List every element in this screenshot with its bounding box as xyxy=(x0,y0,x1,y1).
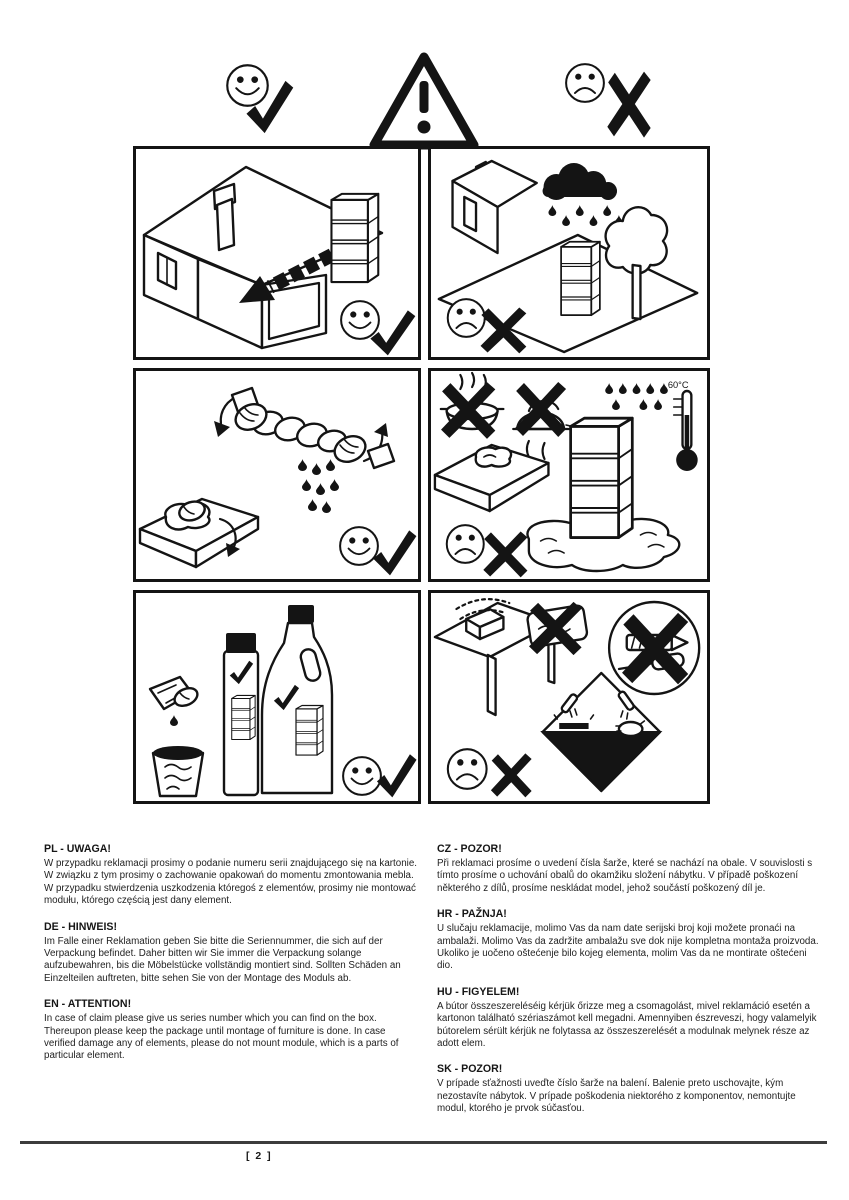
notice-hr xyxy=(437,908,823,973)
notice-heading: HU - FIGYELEM! xyxy=(437,985,520,998)
panel-store-indoors-ok xyxy=(133,146,421,360)
notice-body: V prípade sťažnosti uveďte číslo šarže na balení. Balenie preto uschovajte, kým nezostavíte nábytok. V prípade poškodenia niektorého z komponentov, nemontujte modul, ktorého je prvok súčasťou. xyxy=(437,1078,796,1115)
frowny-icon xyxy=(448,299,485,337)
cleaner-bottle-icon xyxy=(262,605,332,793)
panel-avoid-heat-and-water xyxy=(428,368,710,582)
header-icons xyxy=(0,50,849,152)
panel-approved-cleaners-ok xyxy=(133,590,421,804)
pouring-sachet-icon xyxy=(150,677,200,726)
notice-en xyxy=(44,998,418,1063)
house-icon xyxy=(453,161,537,253)
table-with-cloth-icon xyxy=(435,445,549,511)
panel-clean-damp-cloth-ok xyxy=(133,368,421,582)
notice-sk xyxy=(437,1063,823,1115)
notice-heading: HR - PAŽNJA! xyxy=(437,908,507,921)
notice-hu xyxy=(437,986,823,1051)
wringing-cloth-icon xyxy=(214,388,394,513)
notice-cz xyxy=(437,843,823,895)
notice-body: U slučaju reklamacije, molimo Vas da nam date serijski broj koji možete pronaći na ambalaži. Molimo Vas da zadržite ambalažu sve dok nije kompletna montaža proizvoda. Ukoliko je uočeno oštećenje bilo kojeg elementa, molim Vas da ne montirate oštećeni dio. xyxy=(437,923,819,972)
notice-body: Im Falle einer Reklamation geben Sie bitte die Seriennummer, die sich auf der Verpackung befindet. Daher bitten wir Sie immer die Verpackung solange aufzubewahren, bis die Möbelstücke vollständig montiert sind. Sollten Schäden an Einzelteilen auftreten, bitte sehen Sie von der Montage des Moduls ab. xyxy=(44,935,401,984)
smiley-check-icon xyxy=(227,65,293,133)
notice-body: A bútor összeszereléséig kérjük őrizze meg a csomagolást, mivel reklamáció esetén a kartonon található szériaszámot kell megadni. Amennyiben észreveszi, hogy valamelyik bútorelem sérült kérjük ne folytassa az összeszerelését a modulnak melynek része az adott elem. xyxy=(437,1000,817,1050)
bookcase-icon xyxy=(331,194,378,282)
rain-cloud-icon xyxy=(543,163,623,226)
spray-can-icon xyxy=(224,633,258,795)
panel-store-outdoors-forbidden xyxy=(428,146,710,360)
x-icon xyxy=(491,753,532,797)
notices-right-column xyxy=(437,843,823,1129)
waste-cup-icon xyxy=(153,746,203,796)
frowny-icon xyxy=(448,749,487,789)
notice-body: Při reklamaci prosíme o uvedení čísla šarže, které se nachází na obale. V souvislosti s tímto prosíme o uchování obalů do okamžiku složení nábytku. V případě poškození některého z dílů, prosíme neskládat model, jehož součástí poškozený díl je. xyxy=(437,858,813,894)
sad-x-icon xyxy=(566,64,651,138)
wiping-hand-icon xyxy=(140,498,258,567)
notice-heading: PL - UWAGA! xyxy=(44,843,111,855)
notice-body: W przypadku reklamacji prosimy o podanie numeru serii znajdującego się na kartonie. W związku z tym prosimy o zachowanie opakowań do momentu zmontowania mebla. W przypadku stwierdzenia uszkodzenia któregoś z elementów, prosimy nie montować modułu, którego częścią jest dany element. xyxy=(44,858,418,907)
notice-pl xyxy=(44,843,418,908)
no-hot-pot-icon xyxy=(441,373,504,439)
smiley-icon xyxy=(340,527,378,565)
no-scouring-pad-icon xyxy=(527,602,588,655)
thermometer-icon xyxy=(668,379,698,471)
notice-heading: EN - ATTENTION! xyxy=(44,998,132,1011)
frowny-icon xyxy=(447,525,484,563)
notice-heading: DE - HINWEIS! xyxy=(44,920,117,933)
smiley-icon xyxy=(343,757,381,795)
bookcase-icon xyxy=(571,418,633,537)
notice-heading: SK - POZOR! xyxy=(437,1063,503,1076)
no-sharp-tools-icon xyxy=(609,602,699,694)
notices-left-column xyxy=(44,843,418,1076)
notice-de xyxy=(44,921,418,986)
footer-divider xyxy=(20,1141,827,1144)
notice-heading: CZ - POZOR! xyxy=(437,843,502,855)
x-icon xyxy=(483,532,527,578)
notice-body: In case of claim please give us series number which you can find on the box. Thereupon please keep the package until montage of furniture is done. In case verified damage any of elements, please do not mount module, which is a parts of particular element. xyxy=(44,1013,399,1062)
smiley-icon xyxy=(341,301,379,339)
panel-no-abrasives-corrosives xyxy=(428,590,710,804)
thermometer-label: 60°C xyxy=(667,378,689,391)
page-number: [ 2 ] xyxy=(246,1150,273,1162)
bookcase-icon xyxy=(561,242,600,315)
check-icon xyxy=(373,530,416,575)
raindrops-icon xyxy=(605,383,668,410)
warning-triangle-icon xyxy=(374,57,474,145)
check-icon xyxy=(377,754,417,797)
